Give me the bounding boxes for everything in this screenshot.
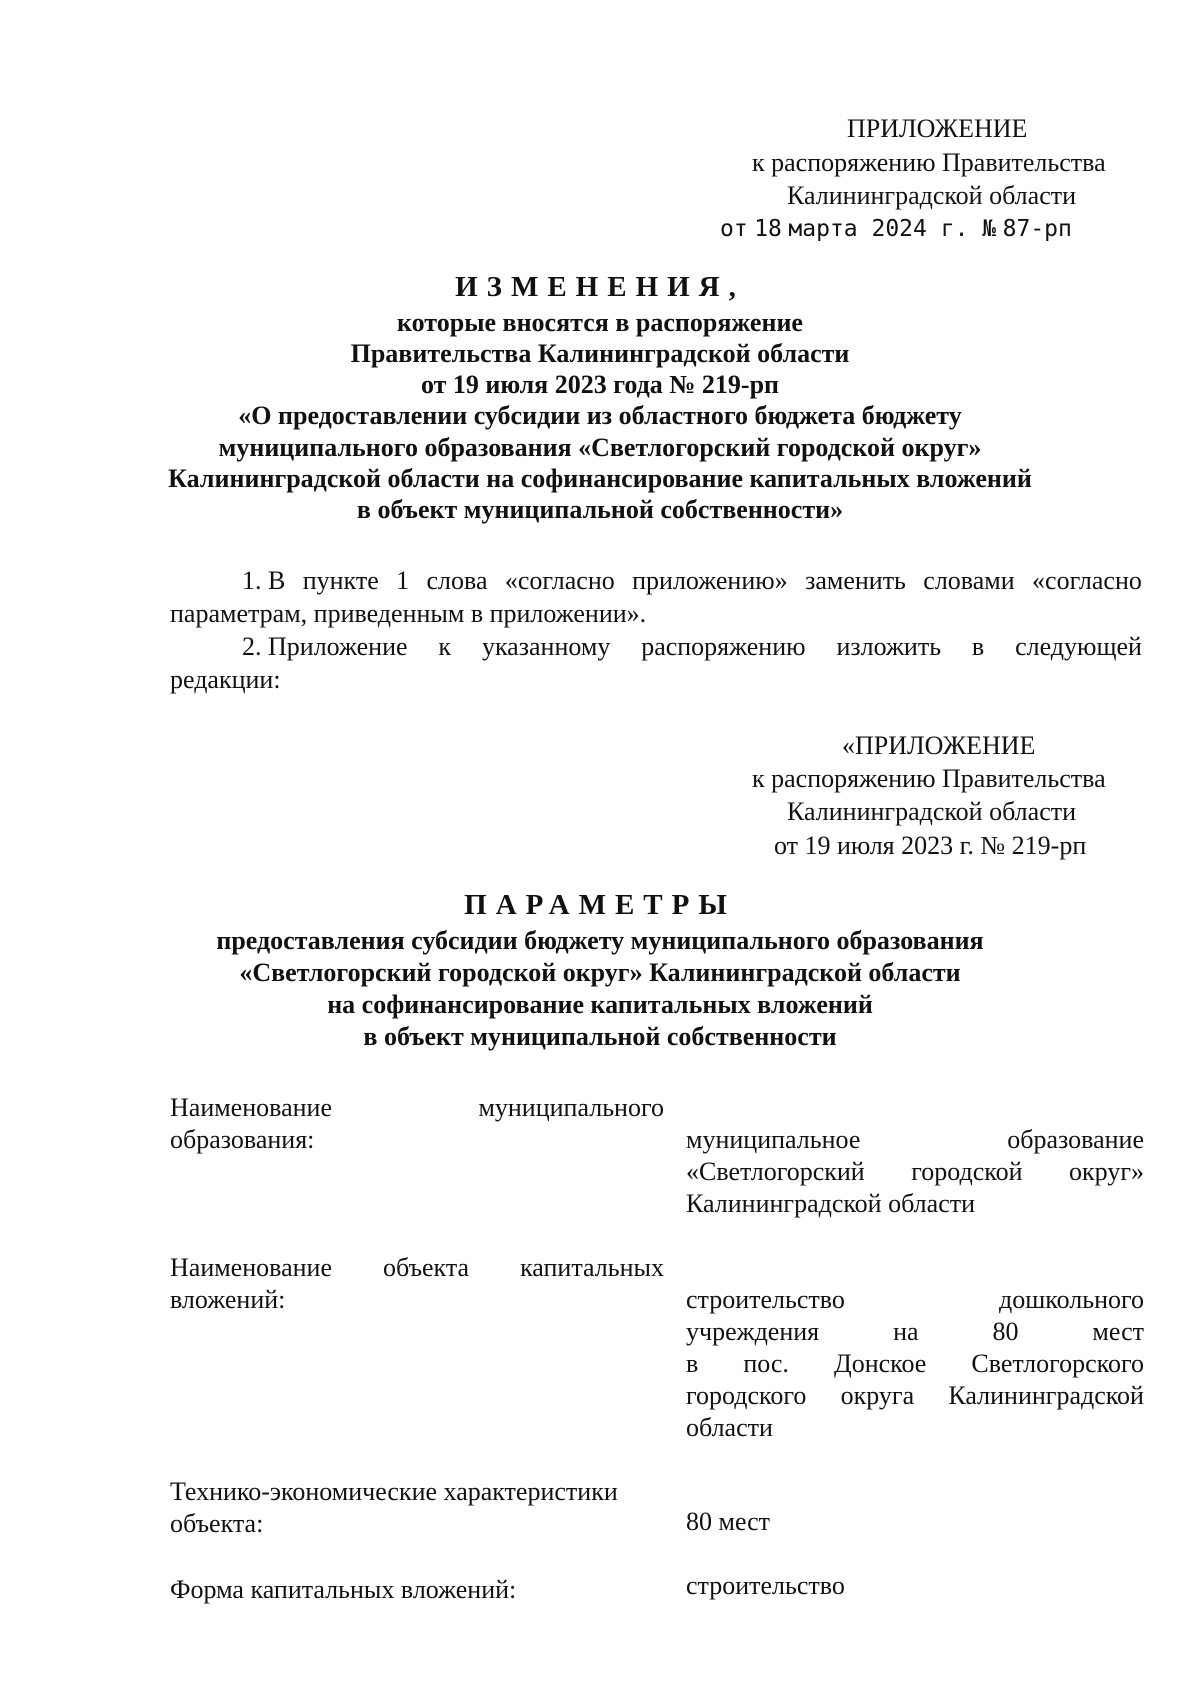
annex-line-2: Калининградской области: [787, 797, 1077, 826]
word: пос.: [743, 1349, 789, 1378]
params-line: предоставления субсидии бюджету муниципального образования: [216, 926, 984, 955]
word: капитальных: [520, 1253, 664, 1282]
field-value-line: Калининградской области: [686, 1189, 976, 1218]
word: городской: [911, 1157, 1023, 1186]
word: приложению»: [632, 566, 788, 595]
word: муниципального: [478, 1093, 664, 1122]
item-2-line-2: редакции:: [170, 665, 281, 694]
changes-heading: ИЗМЕНЕНИЯ,: [455, 271, 745, 303]
word: строительство: [686, 1285, 845, 1314]
changes-line: в объект муниципальной собственности»: [356, 495, 844, 524]
item-1-line-2: параметрам, приведенным в приложении».: [170, 599, 647, 628]
header-line-1: к распоряжению Правительства: [752, 148, 1106, 177]
params-line: на софинансирование капитальных вложений: [327, 990, 873, 1019]
header-date: [720, 212, 1072, 245]
changes-line: «О предоставлении субсидии из областного бюджета бюджету: [238, 401, 962, 430]
changes-line: муниципального образования «Светлогорский городской округ»: [218, 433, 982, 462]
word: образование: [1007, 1125, 1144, 1154]
word: следующей: [1015, 632, 1142, 661]
field-label-line: вложений:: [170, 1285, 286, 1314]
word: Донское: [833, 1349, 927, 1378]
word: «согласно: [1032, 566, 1142, 595]
annex-line-1: к распоряжению Правительства: [752, 764, 1106, 793]
field-label: Форма капитальных вложений:: [170, 1575, 517, 1604]
changes-line: от 19 июля 2023 года № 219-рп: [420, 370, 780, 399]
word: мест: [1092, 1317, 1144, 1346]
word: Наименование: [170, 1093, 332, 1122]
word: «Светлогорский: [686, 1157, 865, 1186]
field-label-line: [170, 1252, 664, 1284]
field-label-line: Технико-экономические характеристики: [170, 1477, 618, 1506]
field-value-line: [686, 1124, 1144, 1156]
word: указанному: [481, 632, 611, 661]
word: 2. Приложение: [242, 632, 408, 661]
field-value-line: [686, 1156, 1144, 1188]
word: «согласно: [504, 566, 615, 595]
header-date-rest: марта 2024 г. №: [788, 216, 997, 242]
params-line: в объект муниципальной собственности: [363, 1022, 837, 1051]
word: слова: [426, 566, 488, 595]
word: в: [686, 1349, 699, 1378]
field-label-line: объекта:: [170, 1509, 264, 1538]
field-value: 80 мест: [686, 1507, 771, 1536]
word: округа: [840, 1381, 915, 1410]
changes-line: Калининградской области на софинансирование капитальных вложений: [168, 464, 1032, 493]
field-value: строительство: [686, 1571, 845, 1600]
field-value-line: области: [686, 1413, 773, 1442]
field-label-line: [170, 1092, 664, 1124]
annex-title: «ПРИЛОЖЕНИЕ: [842, 731, 1036, 760]
header-date-prefix: от: [720, 216, 748, 242]
word: городского: [686, 1381, 807, 1410]
changes-line: Правительства Калининградской области: [350, 339, 850, 368]
word: дошкольного: [999, 1285, 1144, 1314]
word: округ»: [1069, 1157, 1144, 1186]
word: учреждения: [686, 1317, 820, 1346]
header-date-day: 18: [754, 216, 782, 242]
field-value-line: [686, 1316, 1144, 1348]
word: пункте: [302, 566, 379, 595]
word: в: [971, 632, 985, 661]
word: заменить: [805, 566, 906, 595]
item-1-line-1: [242, 565, 1142, 597]
field-value-line: [686, 1348, 1144, 1380]
word: Светлогорского: [971, 1349, 1144, 1378]
item-2-line-1: [242, 631, 1142, 663]
header-title: ПРИЛОЖЕНИЕ: [847, 114, 1028, 143]
word: 1: [396, 566, 410, 595]
word: словами: [923, 566, 1015, 595]
header-line-2: Калининградской области: [787, 181, 1077, 210]
word: муниципальное: [686, 1125, 861, 1154]
field-value-line: [686, 1284, 1144, 1316]
field-value-line: [686, 1380, 1144, 1412]
word: объекта: [382, 1253, 470, 1282]
word: 1. В: [242, 566, 286, 595]
params-heading: ПАРАМЕТРЫ: [464, 889, 736, 921]
header-date-number: 87-рп: [1002, 216, 1072, 242]
word: изложить: [836, 632, 942, 661]
params-line: «Светлогорский городской округ» Калининградской области: [239, 958, 961, 987]
field-label-line: образования:: [170, 1125, 315, 1154]
word: распоряжению: [641, 632, 806, 661]
word: на: [893, 1317, 919, 1346]
annex-line-3: от 19 июля 2023 г. № 219-рп: [774, 831, 1087, 860]
word: Калининградской: [948, 1381, 1144, 1410]
word: Наименование: [170, 1253, 332, 1282]
changes-line: которые вносятся в распоряжение: [397, 308, 803, 337]
word: 80: [992, 1317, 1019, 1346]
word: к: [438, 632, 452, 661]
